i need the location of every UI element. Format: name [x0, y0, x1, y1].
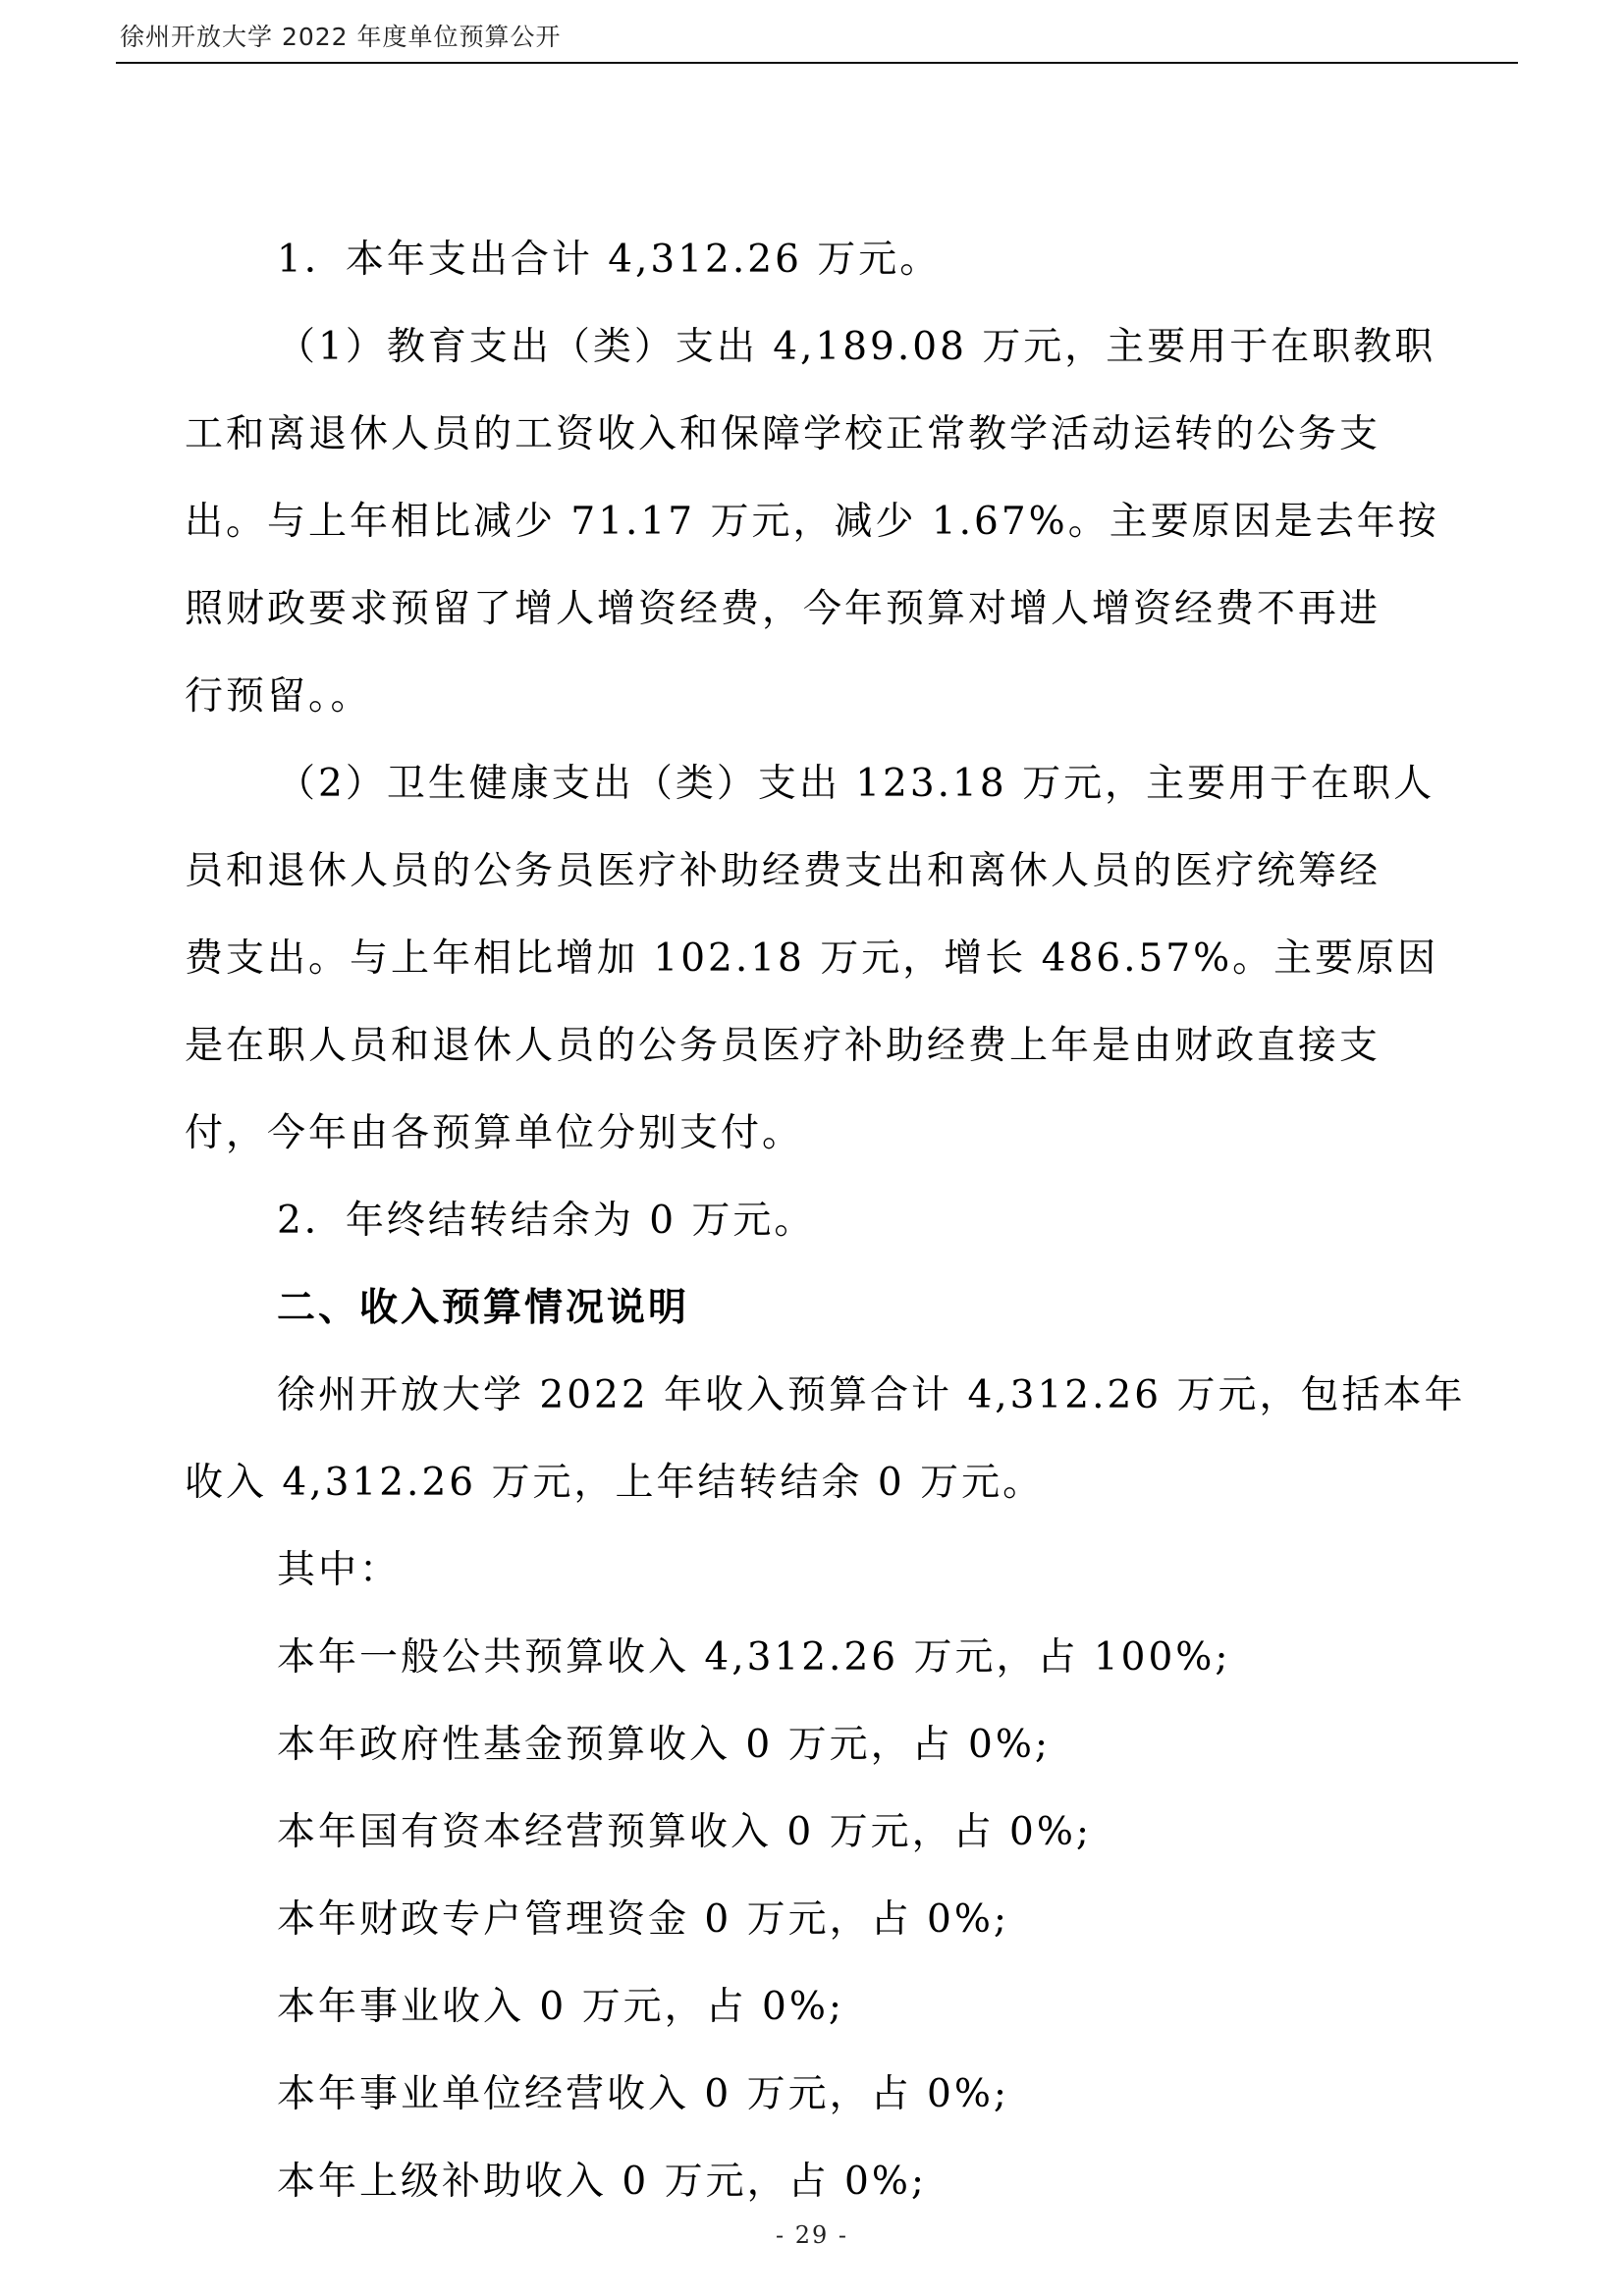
text-line: 本年事业收入 0 万元，占 0%; [277, 1985, 845, 2029]
text-line: （1）教育支出（类）支出 4,189.08 万元，主要用于在职教职 [277, 325, 1436, 369]
text-line: 2．年终结转结余为 0 万元。 [277, 1199, 816, 1243]
text-line: 照财政要求预留了增人增资经费，今年预算对增人增资经费不再进 [185, 587, 1381, 631]
running-header-title: 徐州开放大学 2022 年度单位预算公开 [120, 23, 562, 51]
text-line: 本年财政专户管理资金 0 万元，占 0%; [277, 1897, 1010, 1942]
text-line: 本年国有资本经营预算收入 0 万元，占 0%; [277, 1810, 1093, 1854]
text-line: 1．本年支出合计 4,312.26 万元。 [277, 238, 942, 282]
text-line: 本年一般公共预算收入 4,312.26 万元，占 100%; [277, 1635, 1231, 1680]
text-line: 付，今年由各预算单位分别支付。 [185, 1111, 804, 1155]
page-number: - 29 - [775, 2221, 848, 2249]
text-line: 收入 4,312.26 万元，上年结转结余 0 万元。 [185, 1461, 1045, 1505]
text-line: 出。与上年相比减少 71.17 万元，减少 1.67%。主要原因是去年按 [185, 500, 1439, 544]
text-line: 员和退休人员的公务员医疗补助经费支出和离休人员的医疗统筹经 [185, 849, 1381, 893]
text-line: 本年政府性基金预算收入 0 万元，占 0%; [277, 1723, 1052, 1767]
text-line: （2）卫生健康支出（类）支出 123.18 万元，主要用于在职人 [277, 762, 1435, 806]
text-line: 本年事业单位经营收入 0 万元，占 0%; [277, 2072, 1010, 2116]
text-line: 徐州开放大学 2022 年收入预算合计 4,312.26 万元，包括本年 [277, 1373, 1466, 1417]
text-line: 行预留。。 [185, 674, 372, 719]
document-body [185, 216, 1466, 2225]
header-divider [116, 62, 1518, 64]
text-line: 本年上级补助收入 0 万元，占 0%; [277, 2160, 928, 2204]
text-line: 工和离退休人员的工资收入和保障学校正常教学活动运转的公务支 [185, 412, 1381, 456]
text-line: 费支出。与上年相比增加 102.18 万元，增长 486.57%。主要原因 [185, 936, 1439, 981]
text-line: 其中： [277, 1548, 402, 1592]
section-heading: 二、收入预算情况说明 [277, 1285, 690, 1330]
text-line: 是在职人员和退休人员的公务员医疗补助经费上年是由财政直接支 [185, 1024, 1381, 1068]
